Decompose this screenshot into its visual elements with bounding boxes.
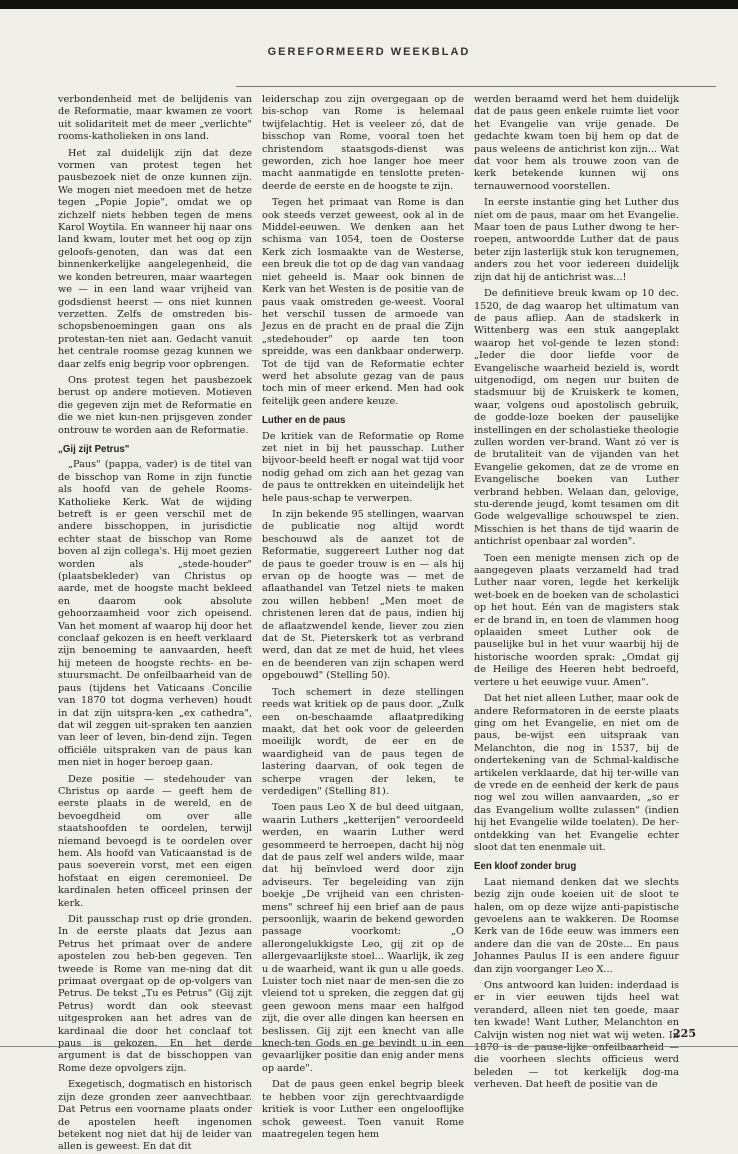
paragraph: Toen een menigte mensen zich op de aangegeven plaats verzameld had trad Luther naar voren, legde het kerkelijk wet-boek en de boeken van de scholastici op het hout. Eén van de magisters stak er de brand in, en toen de vlammen hoog oplaaiden smeet Luther ook de pauselijke bul in het vuur waarbij hij de historische woorden sprak: „Omdat gij de Heilige des Heeren hebt bedroefd, vertere u het eeuwige vuur. Amen".: [474, 552, 679, 688]
paragraph: Toen paus Leo X de bul deed uitgaan, waarin Luthers „ketterijen" veroordeeld werden, en waarin Luther werd gesommeerd te herroepen, dacht hij nòg dat de paus zelf wel anders wilde, maar dat hij beïnvloed werd door zijn adviseurs. Ter begeleiding van zijn boekje „De vrijheid van een christen-mens" schreef hij een brief aan de paus persoonlijk, waarin de bekend geworden passage voorkomt: „O allerongelukkigste Leo, gij zit op de allergevaarlijkste stoel... Waarlijk, ik zeg u de waarheid, want ik gun u alle goeds. Luister toch niet naar de men-sen die zo vleiend tot u spreken, die zeggen dat gij geen gewoon mens maar een halfgod zijt, die over alle dingen kan heersen en beslissen. Gij zijt een knecht van alle knech-ten Gods en ge bevindt u in een gevaarlijker positie dan enig ander mens op aarde".: [262, 802, 464, 1074]
paragraph: Ons protest tegen het pausbezoek berust op andere motieven. Motieven die gegeven zijn met de Reformatie en die we niet kun-nen prijsgeven zonder ontrouw te worden aan de Reformatie.: [58, 374, 252, 436]
page-number: 225: [673, 1027, 696, 1040]
paragraph: Dat de paus geen enkel begrip bleek te hebben voor zijn gerechtvaardigde kritiek is voor Luther een ongelooflijke schok geweest. Toen vanuit Rome maatregelen tegen hem: [262, 1079, 464, 1140]
column-3: [474, 94, 679, 1091]
paragraph: Deze positie — stedehouder van Christus op aarde — geeft hem de eerste plaats in de wereld, en de bevoegdheid om over alle staatshoofden te oordelen, terwijl niemand bevoegd is te oordelen over hem. Als hoofd van Vaticaanstad is de paus soeverein vorst, met een eigen hofstaat en eigen ceremonieel. De kardinalen heten officeel prinsen der kerk.: [58, 773, 252, 909]
column-1: [58, 94, 252, 1153]
top-border: [0, 0, 738, 9]
paragraph: Dat het niet alleen Luther, maar ook de andere Reformatoren in de eerste plaats ging om het Evangelie, en niet om de paus, be-wijst een uitspraak van Melanchton, die nog in 1537, bij de ondertekening van de Schmal-kaldische artikelen verklaarde, dat hij ter-wille van de vrede en de eenheid der kerk de paus nog wel zou willen aanvaarden, „so er das Evangelium wollte zulassen" (indien hij het Evangelie wilde toelaten). De her-ontdekking van het Evangelie echter sloot dat ten enenmale uit.: [474, 693, 679, 853]
paragraph: Tegen het primaat van Rome is dan ook steeds verzet geweest, ook al in de Middel-eeuwen. We denken aan het schisma van 1054, toen de Oosterse Kerk zich losmaakte van de Westerse, een breuk die tot op de dag van vandaag niet geheeld is. Maar ook binnen de Kerk van het Westen is de positie van de paus vaak omstreden ge-weest. Vooral het verschil tussen de armoede van Jezus en de pracht en de praal die Zijn „stedehouder" op aarde ten toon spreidde, was een dankbaar onderwerp. Tot de tijd van de Reformatie echter werd het absolute gezag van de paus toch min of meer erkend. Men had ook feitelijk geen andere keuze.: [262, 197, 464, 407]
paragraph: In zijn bekende 95 stellingen, waarvan de publicatie nog altijd wordt beschouwd als de aanzet tot de Reformatie, suggereert Luther nog dat de paus te goeder trouw is en — als hij ervan op de hoogte was — met de aflaathandel van Tetzel niets te maken zou willen hebben! „Men moet de christenen leren dat de paus, indien hij de aflaatzwendel kende, liever zou zien dat de St. Pieterskerk tot as verbrand werd, dan dat ze met de huid, het vlees en de beenderen van zijn schapen werd opgebouwd" (Stelling 50).: [262, 509, 464, 682]
paragraph: leiderschap zou zijn overgegaan op de bis-schop van Rome is helemaal twijfelachtig. Het is veeleer zó, dat de bisschop van Rome, vooral toen het christendom staatsgods-dienst was geworden, zich hoe langer hoe meer macht aanmatigde en tenslotte preten-deerde de eerste en de hoogste te zijn.: [262, 94, 464, 192]
paragraph: De definitieve breuk kwam op 10 dec. 1520, de dag waarop het ultimatum van de paus afliep. Aan de stadskerk in Wittenberg was een stuk aangeplakt waarop het vol-gende te lezen stond: „Ieder die door liefde voor de Evangelische waarheid bezield is, wordt uitgenodigd, om negen uur buiten de stadsmuur bij de Kruiskerk te komen, waar, volgens oud apostolisch gebruik, de godde-loze boeken der pauselijke instellingen en der scholastieke theologie zullen worden ver-brand. Want zó ver is de brutaliteit van de vijanden van het Evangelie gekomen, dat ze de vrome en Evangelische boeken van Luther verbrand hebben. Welaan dan, gelovige, stu-derende jeugd, komt tesamen om dit Gode welgevallige schouwspel te zien. Misschien is het thans de tijd waarin de antichrist openbaar zal worden".: [474, 288, 679, 548]
column-2: [262, 94, 464, 1140]
section-heading: Een kloof zonder brug: [474, 861, 577, 873]
paragraph: Laat niemand denken dat we slechts bezig zijn oude koeien uit de sloot te halen, om op deze wijze anti-papistische gevoelens aan te wakkeren. De Roomse Kerk van de 16de eeuw was immers een andere dan die van de 20ste... En paus Johannes Paulus II is een andere figuur dan zijn voorganger Leo X...: [474, 876, 679, 975]
section-heading: „Gij zijt Petrus": [58, 443, 130, 455]
running-header: GEREFORMEERD WEEKBLAD: [267, 46, 471, 58]
paragraph: Exegetisch, dogmatisch en historisch zijn deze gronden zeer aanvechtbaar. Dat Petrus een voorname plaats onder de apostelen heeft ingenomen betekent nog niet dat hij de leider van allen is geweest. En dat dit: [58, 1079, 252, 1153]
paragraph: Dit pausschap rust op drie gronden. In de eerste plaats dat Jezus aan Petrus het primaat over de andere apostelen zou heb-ben gegeven. Ten tweede is Rome van me-ning dat dit primaat overgaat op de op-volgers van Petrus. De tekst „Tu es Petrus" (Gij zijt Petrus) wordt dan ook steevast uitgesproken aan het adres van de kardinaal die door het conclaaf tot paus is gekozen. En het derde argument is dat de bisschoppen van Rome deze opvolgers zijn.: [58, 914, 252, 1074]
paragraph: Ons antwoord kan luiden: inderdaad is er in vier eeuwen tijds heel wat veranderd, alleen niet ten goede, maar ten kwade! Want Luther, Melanchton en Calvijn wisten nog niet wat wij weten. In 1870 is de pause-lijke onfeilbaarheid — die voorheen slechts officieus werd beleden — tot kerkelijk dog-ma verheven. Dat heeft de positie van de: [474, 980, 679, 1091]
paragraph: verbondenheid met de belijdenis van de Reformatie, maar kwamen ze voort uit solidariteit met de meer „verlichte" rooms-katholieken in ons land.: [58, 94, 252, 143]
paragraph: Het zal duidelijk zijn dat deze vormen van protest tegen het pausbezoek niet de onze kunnen zijn. We mogen niet meedoen met de hetze tegen „Popie Jopie", omdat we op zichzelf niets hebben tegen de mens Karol Woytila. En wanneer hij naar ons land kwam, louter met het oog op zijn geloofs-genoten, dan was dat een binnenkerkelijke aangelegenheid, die we konden betreuren, maar waartegen we — in een land waar vrijheid van godsdienst heerst — ons niet kunnen verzetten. Zelfs de omstreden bis-schopsbenoemingen gaan ons als protestan-ten niet aan. Gedacht vanuit het centrale roomse gezag kunnen we daar zelfs enig begrip voor opbrengen.: [58, 147, 252, 370]
header-rule: [236, 86, 716, 87]
footer-rule: [0, 1046, 738, 1047]
paragraph: In eerste instantie ging het Luther dus niet om de paus, maar om het Evangelie. Maar toen de paus Luther dwong te her-roepen, antwoordde Luther dat de paus beter zijn lasterlijk stuk kon terugnemen, anders zou het voor iedereen duidelijk zijn dat hij de antichrist was...!: [474, 197, 679, 283]
paragraph: De kritiek van de Reformatie op Rome zet niet in bij het pausschap. Luther bijvoor-beeld heeft er nogal wat tijd voor nodig gehad om zich aan het gezag van de paus te onttrekken en uiteindelijk het hele paus-schap te verwerpen.: [262, 430, 464, 504]
paragraph: werden beraamd werd het hem duidelijk dat de paus geen enkele ruimte liet voor het Evangelie van vrije genade. De gedachte kwam toen bij hem op dat de paus weleens de antichrist kon zijn... Wat dat voor hem als trouwe zoon van de kerk betekende kunnen wij ons ternauwernood voorstellen.: [474, 94, 679, 192]
section-heading: Luther en de paus: [262, 415, 346, 427]
paragraph: „Paus" (pappa, vader) is de titel van de bisschop van Rome in zijn functie als hoofd van de gehele Rooms-Katholieke Kerk. Wat de wijding betreft is er geen verschil met de andere bisschoppen, in jurisdictie echter staat de bisschop van Rome boven al zijn collega's. Hij moet gezien worden als „stede-houder" (plaatsbekleder) van Christus op aarde, met de hoogste macht bekleed en daarom ook absolute gehoorzaamheid voor zich opeisend. Van het moment af waarop hij door het conclaaf gekozen is en heeft verklaard zijn benoeming te aanvaarden, heeft hij meteen de hoogste rechts- en be-stuursmacht. De onfeilbaarheid van de paus (tijdens het Vaticaans Concilie van 1870 tot dogma verheven) houdt in dat zijn uitspra-ken „ex cathedra", dat wil zeggen uit-spraken ten aanzien van leer of leven, bin-dend zijn. Tegen officiële uitspraken van de paus kan men niet in hoger beroep gaan.: [58, 459, 252, 769]
paragraph: Toch schemert in deze stellingen reeds wat kritiek op de paus door. „Zulk een on-beschaamde aflaatprediking maakt, dat het ook voor de geleerden moeilijk wordt, de eer en de waardigheid van de paus tegen de lastering daarvan, of ook tegen de scherpe vragen der leken, te verdedigen" (Stelling 81).: [262, 686, 464, 797]
